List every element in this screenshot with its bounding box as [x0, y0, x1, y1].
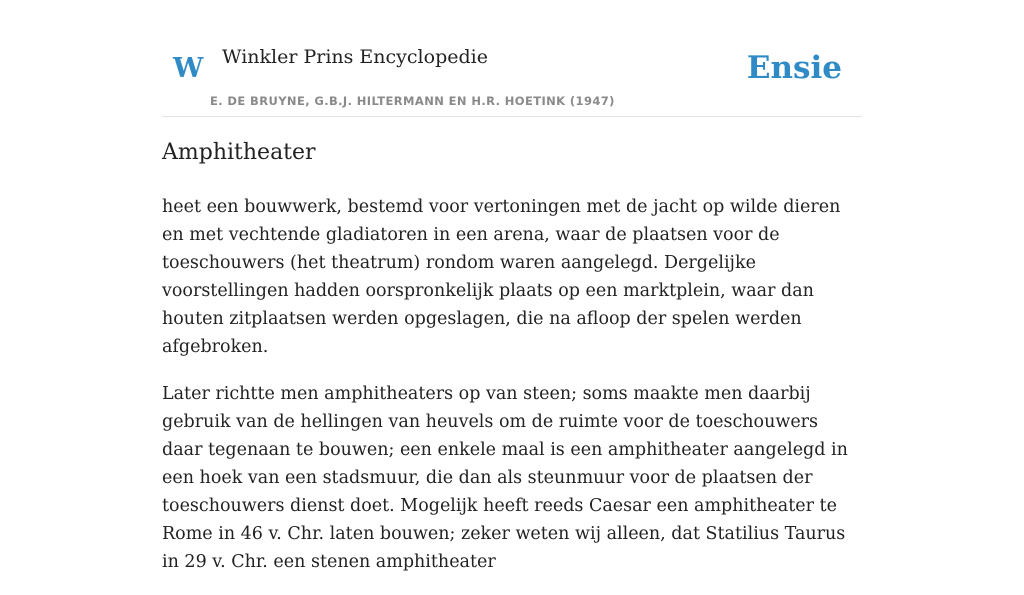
- article-paragraph: Later richtte men amphitheaters op van steen; soms maakte men daarbij gebruik van de hellingen van heuvels om de ruimte voor de toeschouwers daar tegenaan te bouwen; een enkele maal is een amphitheater aangelegd in een hoek van een stadsmuur, die dan als steunmuur voor de plaatsen der toeschouwers dienst doet. Mogelijk heeft reeds Caesar een amphitheater te Rome in 46 v. Chr. laten bouwen; zeker weten wij alleen, dat Statilius Taurus in 29 v. Chr. een stenen amphitheater: [162, 384, 848, 572]
- article-paragraph: heet een bouwwerk, bestemd voor vertoningen met de jacht op wilde dieren en met vechtende gladiatoren in een arena, waar de plaatsen voor de toeschouwers (het theatrum) rondom waren aangelegd. Dergelijke voorstellingen hadden oorspronkelijk plaats op een marktplein, waar dan houten zitplaatsen werden opgeslagen, die na afloop der spelen werden afgebroken.: [162, 197, 841, 357]
- publication-logo[interactable]: W: [173, 53, 204, 84]
- article-body: [162, 193, 862, 595]
- publication-title[interactable]: Winkler Prins Encyclopedie: [222, 46, 488, 68]
- article-title: Amphitheater: [162, 140, 316, 165]
- ensie-logo-link[interactable]: Ensie: [746, 50, 842, 86]
- publication-authors: E. DE BRUYNE, G.B.J. HILTERMANN EN H.R. HOETINK (1947): [210, 94, 615, 108]
- publication-header: [162, 40, 862, 117]
